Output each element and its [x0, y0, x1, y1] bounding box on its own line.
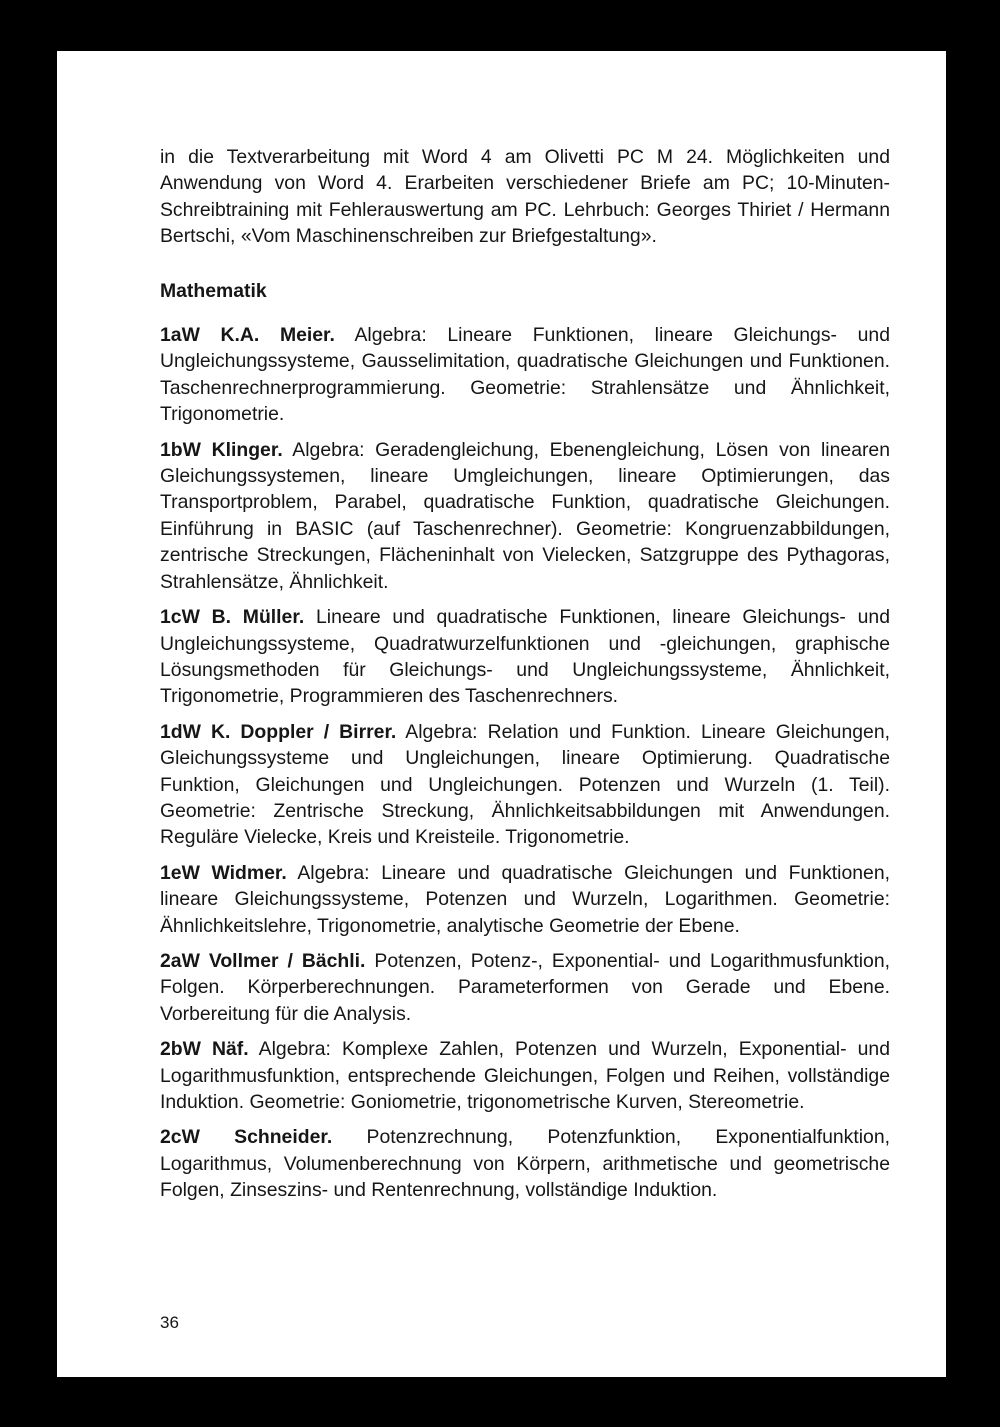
course-description: Algebra: Komplexe Zahlen, Potenzen und Wurzeln, Exponential- und Logarithmusfunktion, entsprechende Gleichungen, Folgen und Reihen, vollständige Induktion. Geometrie: Goniometrie, trigonometrische Kurven, Stereometrie.: [160, 1038, 890, 1113]
course-heading: 1bW Klinger.: [160, 438, 283, 461]
section-title: Mathematik: [160, 279, 267, 302]
page-number: 36: [160, 1313, 179, 1332]
course-heading: 1eW Widmer.: [160, 861, 287, 884]
intro-paragraph: in die Textverarbeitung mit Word 4 am Olivetti PC M 24. Möglichkeiten und Anwendung von Word 4. Erarbeiten verschiedener Briefe am PC; 10-Minuten-Schreibtraining mit Fehlerauswertung am PC. Lehrbuch: Georges Thiriet / Hermann Bertschi, «Vom Maschinenschreiben zur Briefgestaltung».: [160, 146, 890, 248]
course-heading: 2cW Schneider.: [160, 1126, 333, 1149]
course-entry: [160, 719, 890, 851]
course-entry: [160, 948, 890, 1027]
course-description: Potenzen, Potenz-, Exponential- und Logarithmusfunktion, Folgen. Körperberechnungen. Parameterformen von Gerade und Ebene. Vorbereitung für die Analysis.: [160, 949, 890, 1025]
course-entry: [160, 860, 890, 939]
course-description: Lineare und quadratische Funktionen, lineare Gleichungs- und Ungleichungssysteme, Quadratwurzelfunktionen und -gleichungen, graphische Lösungsmethoden für Gleichungs- und Ungleichungssysteme, Ähnlichkeit, Trigonometrie, Programmieren des Taschenrechners.: [160, 606, 890, 708]
page-content: [160, 144, 890, 1213]
course-heading: 2bW Näf.: [160, 1038, 249, 1061]
course-description: Potenzrechnung, Potenzfunktion, Exponentialfunktion, Logarithmus, Volumenberechnung von Körpern, arithmetische und geometrische Folgen, Zinseszins- und Rentenrechnung, vollständige Induktion.: [160, 1126, 891, 1202]
course-description: Algebra: Relation und Funktion. Lineare Gleichungen, Gleichungssysteme und Ungleichungen, lineare Optimierung. Quadratische Funktion, Gleichungen und Ungleichungen. Potenzen und Wurzeln (1. Teil). Geometrie: Zentrische Streckung, Ähnlichkeitsabbildungen mit Anwendungen. Reguläre Vielecke, Kreis und Kreisteile. Trigonometrie.: [160, 720, 890, 849]
document-page: [57, 51, 946, 1377]
course-description: Algebra: Geradengleichung, Ebenengleichung, Lösen von linearen Gleichungssystemen, lineare Umgleichungen, lineare Optimierungen, das Transportproblem, Parabel, quadratische Funktion, quadratische Gleichungen. Einführung in BASIC (auf Taschenrechner). Geometrie: Kongruenzabbildungen, zentrische Streckungen, Flächeninhalt von Vielecken, Satzgruppe des Pythagoras, Strahlensätze, Ähnlichkeit.: [160, 438, 890, 593]
course-entry: [160, 322, 890, 428]
course-entry: [160, 437, 890, 595]
course-heading: 1aW K.A. Meier.: [160, 324, 335, 347]
course-entry: [160, 604, 890, 710]
course-description: Algebra: Lineare und quadratische Gleichungen und Funktionen, lineare Gleichungssysteme, Potenzen und Wurzeln, Logarithmen. Geometrie: Ähnlichkeitslehre, Trigonometrie, analytische Geometrie der Ebene.: [160, 861, 890, 937]
course-heading: 1cW B. Müller.: [160, 606, 305, 629]
course-entry: [160, 1124, 890, 1203]
course-heading: 2aW Vollmer / Bächli.: [160, 949, 366, 972]
course-heading: 1dW K. Doppler / Birrer.: [160, 720, 397, 743]
course-entry: [160, 1036, 890, 1115]
course-description: Algebra: Lineare Funktionen, lineare Gleichungs- und Ungleichungssysteme, Gausselimitation, quadratische Gleichungen und Funktionen. Taschenrechnerprogrammierung. Geometrie: Strahlensätze und Ähnlichkeit, Trigonometrie.: [160, 324, 890, 426]
